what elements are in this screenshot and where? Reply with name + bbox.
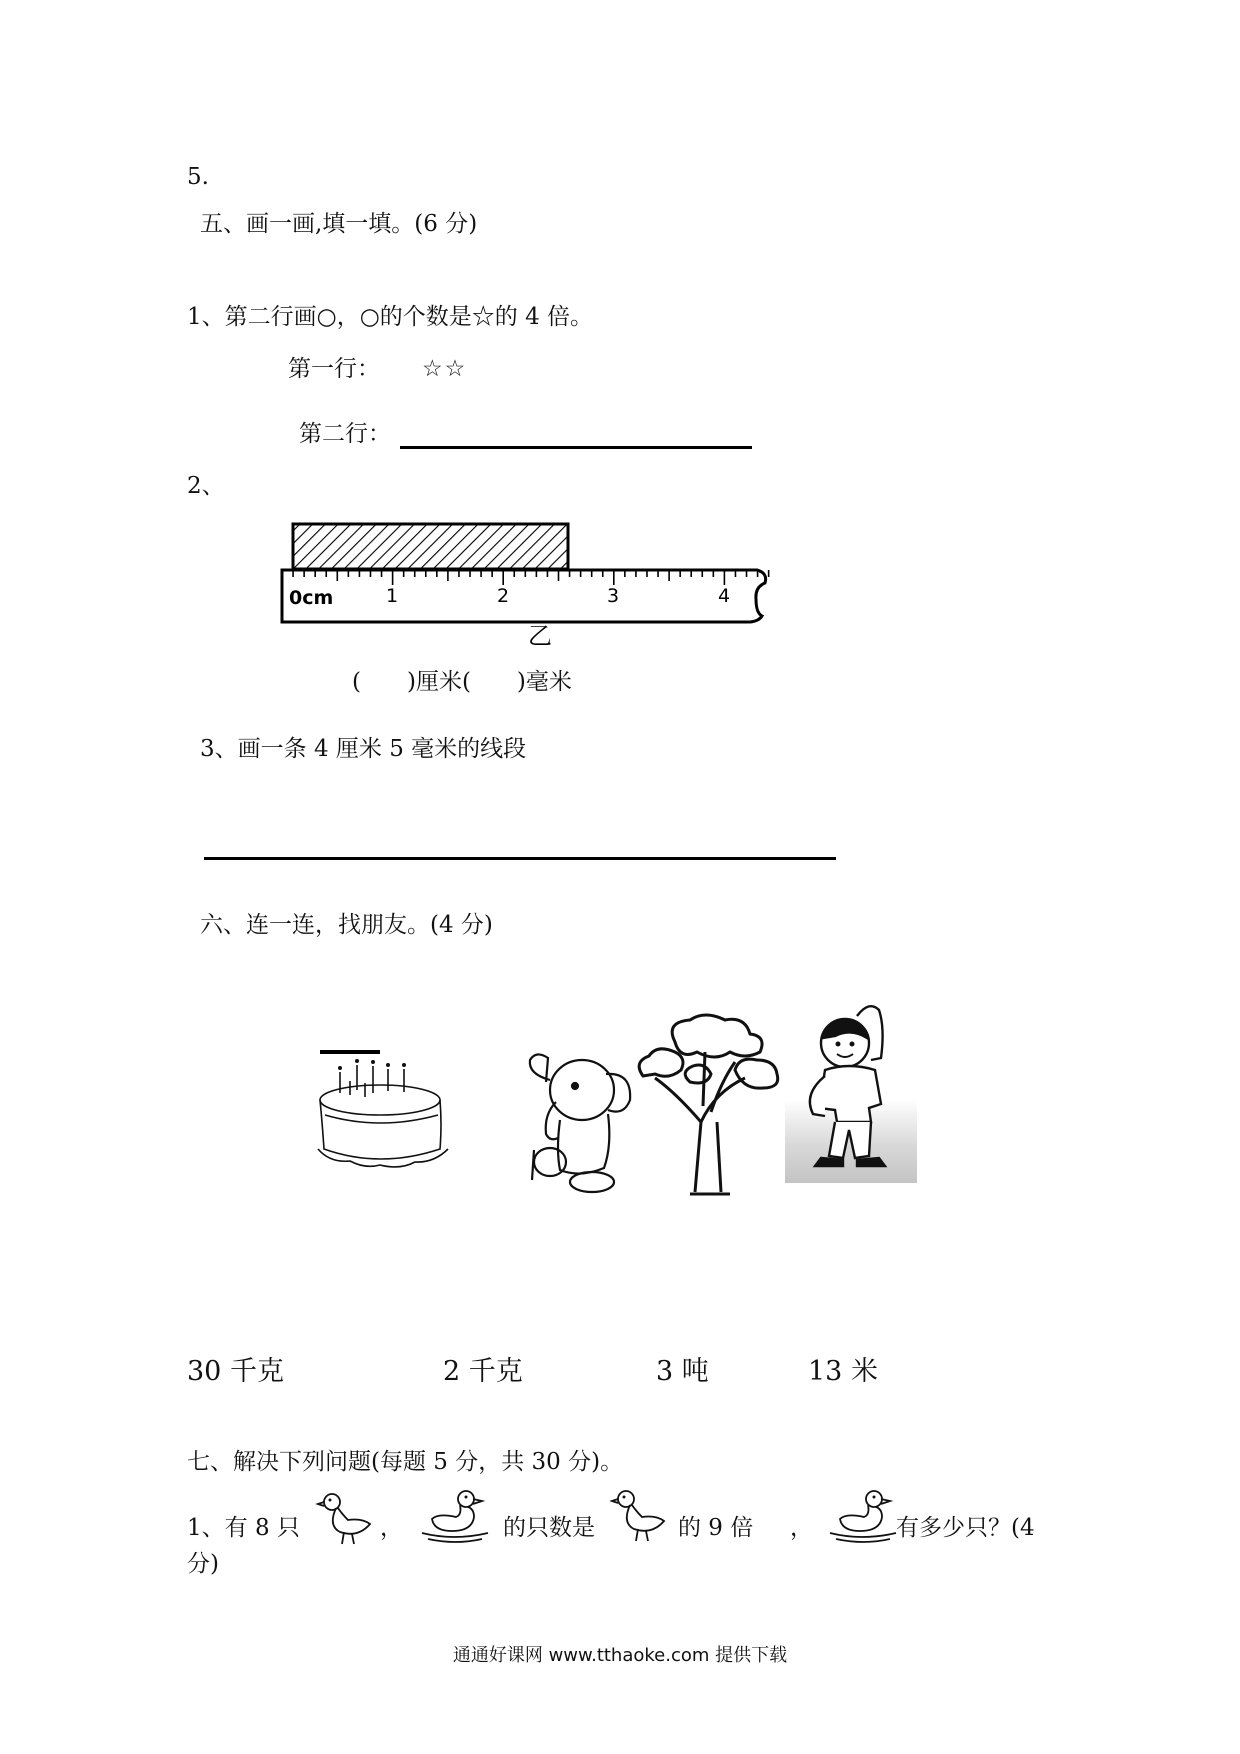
q7-1-line-2: 分)	[187, 1551, 219, 1577]
tree-icon	[635, 1012, 790, 1197]
object-label: 乙	[528, 622, 552, 650]
tick-label-2: 2	[496, 585, 510, 607]
duck-icon	[826, 1485, 901, 1543]
elephant-icon	[520, 1050, 640, 1195]
problem-number: 5.	[187, 164, 209, 190]
question-2-label: 2、	[187, 473, 225, 499]
measurement-answer: ( )厘米( )毫米	[352, 669, 572, 695]
q7-1-part-f: 有多少只？(4	[896, 1515, 1035, 1541]
section-five-title: 五、画一画,填一填。(6 分)	[200, 211, 478, 237]
q7-1-part-a: 1、有 8 只	[187, 1515, 300, 1541]
ruler-unit-label: 0cm	[289, 587, 334, 609]
ruler-figure	[270, 515, 780, 650]
boy-icon	[785, 998, 917, 1183]
segment-answer-line[interactable]	[204, 857, 836, 860]
row-2-label: 第二行：	[299, 421, 391, 447]
section-seven-title: 七、解决下列问题(每题 5 分，共 30 分)。	[187, 1449, 624, 1475]
tick-label-4: 4	[717, 585, 731, 607]
question-3-prompt: 3、画一条 4 厘米 5 毫米的线段	[200, 736, 527, 762]
q7-1-part-e: ，	[790, 1515, 813, 1541]
question-1-prompt: 1、第二行画○，○的个数是☆的 4 倍。	[187, 304, 594, 330]
chick-icon	[318, 1488, 373, 1546]
option-3-ton: 3 吨	[656, 1356, 709, 1387]
row-2-answer-line[interactable]	[400, 446, 752, 449]
q7-1-part-d: 的 9 倍	[678, 1515, 754, 1541]
chick-icon	[612, 1485, 667, 1543]
footer-text: 通通好课网 www.tthaoke.com 提供下载	[452, 1645, 788, 1666]
option-30-kg: 30 千克	[187, 1356, 284, 1387]
row-1-stars: ☆☆	[422, 356, 468, 382]
ruler	[282, 570, 766, 622]
option-2-kg: 2 千克	[443, 1356, 523, 1387]
tick-label-3: 3	[606, 585, 620, 607]
section-six-title: 六、连一连，找朋友。(4 分)	[200, 912, 493, 938]
option-13-m: 13 米	[808, 1356, 878, 1387]
q7-1-part-c: 的只数是	[503, 1515, 595, 1541]
tick-label-1: 1	[385, 585, 399, 607]
q7-1-part-b: ，	[380, 1515, 403, 1541]
cake-icon	[310, 1045, 460, 1193]
hatched-bar	[293, 524, 568, 569]
duck-icon	[418, 1485, 493, 1543]
row-1-label: 第一行：	[288, 356, 380, 382]
